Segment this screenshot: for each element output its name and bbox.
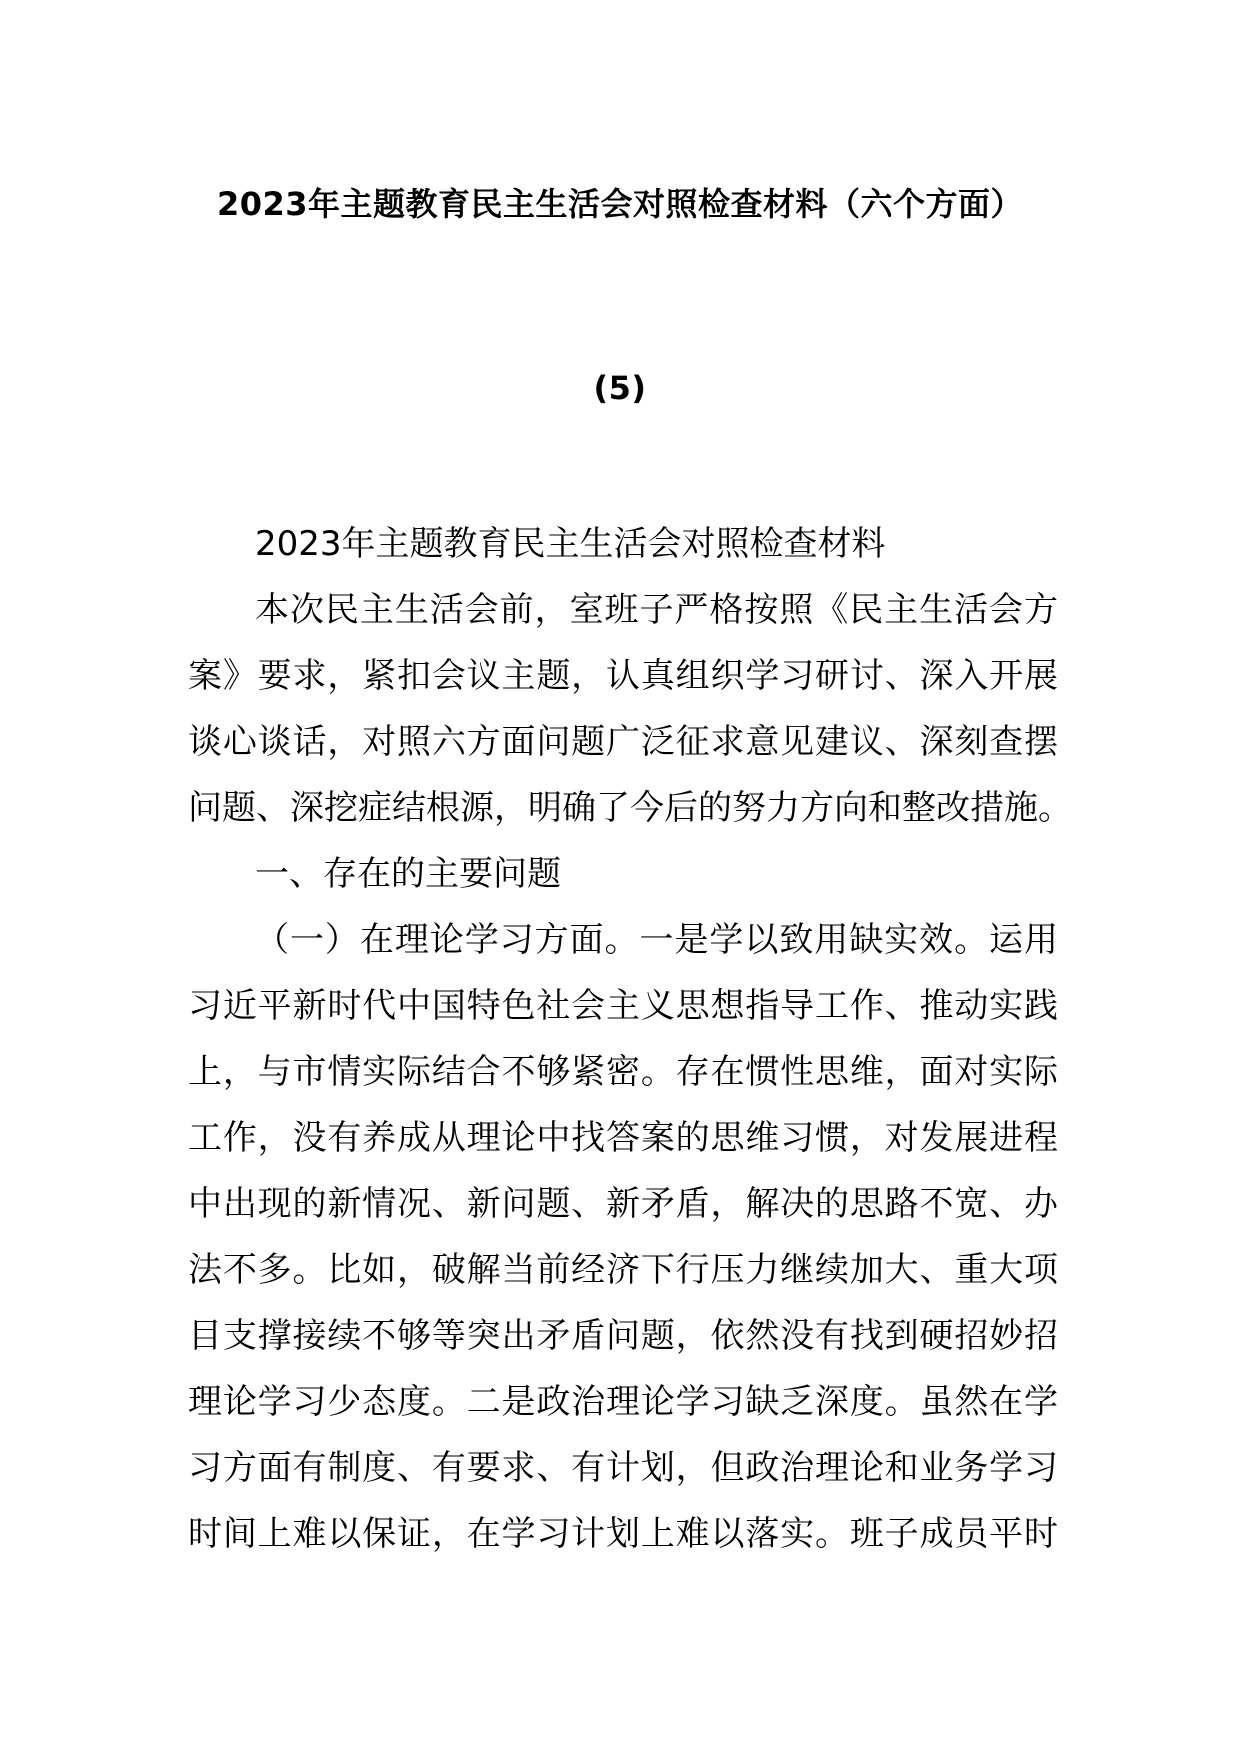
document-title: 2023年主题教育民主生活会对照检查材料（六个方面） (216, 185, 1024, 223)
document-subtitle: (5) (593, 369, 647, 407)
paragraph-line: （一）在理论学习方面。一是学以致用缺实效。运用 (255, 920, 1058, 960)
paragraph-line: 谈心谈话，对照六方面问题广泛征求意见建议、深刻查摆 (188, 722, 1058, 762)
paragraph-line: 习近平新时代中国特色社会主义思想指导工作、推动实践 (188, 986, 1058, 1026)
paragraph-line: 时间上难以保证，在学习计划上难以落实。班子成员平时 (188, 1514, 1058, 1554)
paragraph-line: 本次民主生活会前，室班子严格按照《民主生活会方 (255, 590, 1058, 630)
paragraph-line: 习方面有制度、有要求、有计划，但政治理论和业务学习 (188, 1448, 1058, 1488)
section-heading: 一、存在的主要问题 (255, 854, 561, 894)
paragraph-line: 工作，没有养成从理论中找答案的思维习惯，对发展进程 (188, 1118, 1058, 1158)
paragraph-line: 问题、深挖症结根源，明确了今后的努力方向和整改措施。 (188, 788, 1072, 828)
paragraph-line: 目支撑接续不够等突出矛盾问题，依然没有找到硬招妙招 (188, 1316, 1058, 1356)
section-heading: 2023年主题教育民主生活会对照检查材料 (255, 524, 886, 564)
paragraph-line: 理论学习少态度。二是政治理论学习缺乏深度。虽然在学 (188, 1382, 1058, 1422)
paragraph-line: 中出现的新情况、新问题、新矛盾，解决的思路不宽、办 (188, 1184, 1058, 1224)
paragraph-line: 法不多。比如，破解当前经济下行压力继续加大、重大项 (188, 1250, 1058, 1290)
paragraph-line: 案》要求，紧扣会议主题，认真组织学习研讨、深入开展 (188, 656, 1058, 696)
paragraph-line: 上，与市情实际结合不够紧密。存在惯性思维，面对实际 (188, 1052, 1058, 1092)
